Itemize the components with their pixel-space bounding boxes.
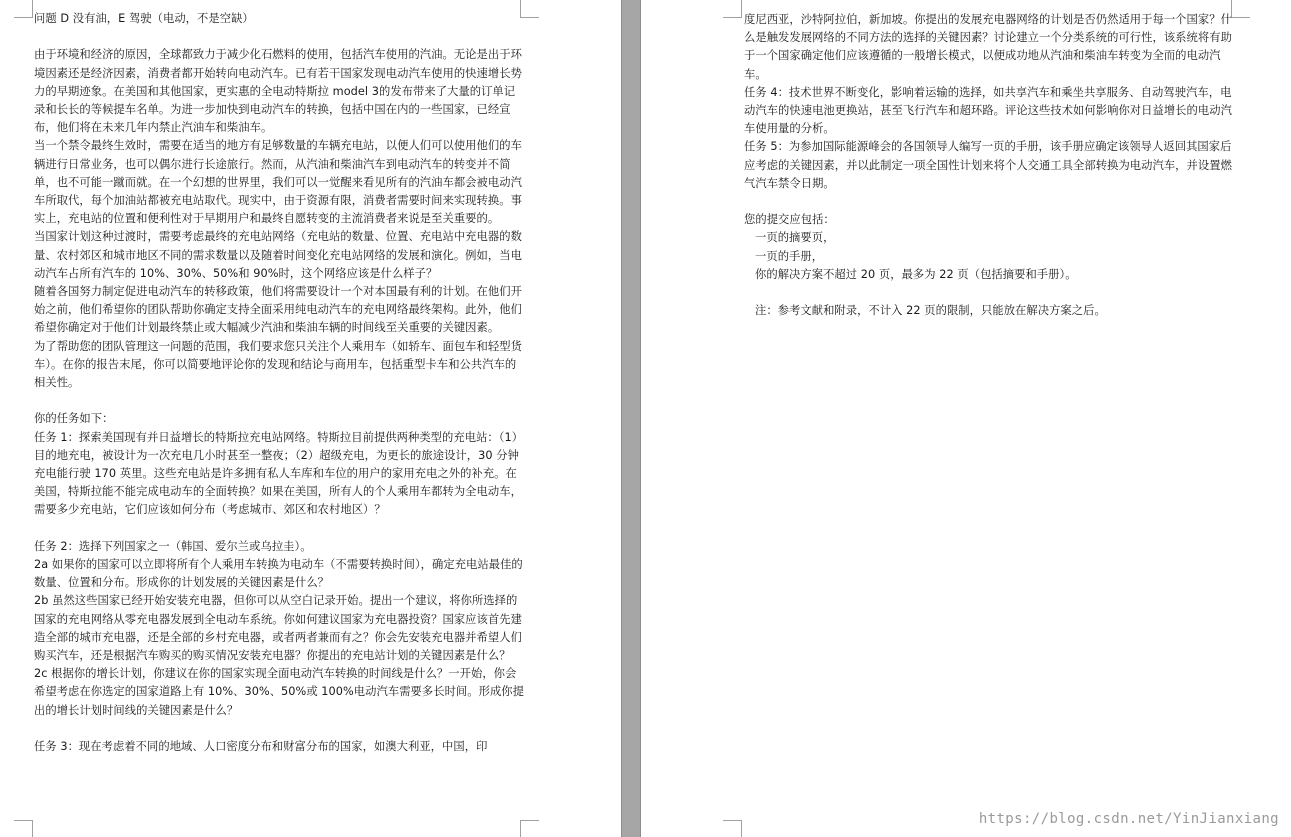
submission-item: 你的解决方案不超过 20 页，最多为 22 页（包括摘要和手册）。 [755, 267, 1077, 281]
task-2c: 2c 根据你的增长计划，你建议在你的国家实现全面电动汽车转换的时间线是什么？一开始，你会希望考虑在你选定的国家道路上有 10%、30%、50%或 100%电动汽车需要多长时间。形成你提出的增长计划时间线的关键因素是什么？ [34, 667, 525, 717]
task-2b: 2b 虽然这些国家已经开始安装充电器，但你可以从空白记录开始。提出一个建议，将你所选择的国家的充电网络从零充电器发展到全电动车系统。你如何建议国家为充电器投资？国家应该首先建造全部的城市充电器，还是全部的乡村充电器，或者两者兼而有之？你会先安装充电器并希望人们购买汽车，还是根据汽车购买的购买情况安装充电器？你提出的充电站计划的关键因素是什么？ [34, 594, 522, 663]
document-page-right [641, 0, 1291, 837]
paragraph: 由于环境和经济的原因，全球都致力于减少化石燃料的使用，包括汽车使用的汽油。无论是出于环境因素还是经济因素，消费者都开始转向电动汽车。已有若干国家发现电动汽车使用的快速增长势力的早期迹象。在美国和其他国家，更实惠的全电动特斯拉 model 3的发布带来了大量的订单记录和长长的等候提车名单。为进一步加快到电动汽车的转换，包括中国在内的一些国家，已经宣布，他们将在未来几年内禁止汽油车和柴油车。 [34, 48, 522, 135]
page-corner-mark [14, 820, 33, 837]
task-3-continued: 度尼西亚，沙特阿拉伯，新加坡。你提出的发展充电器网络的计划是否仍然适用于每一个国家？什么是触发发展网络的不同方法的选择的关键因素？讨论建立一个分类系统的可行性，该系统将有助于一个国家确定他们应该遵循的一般增长模式，以便成功地从汽油和柴油车转变为全而的电动汽车。 [744, 13, 1232, 81]
submission-item: 一页的手册， [755, 249, 824, 263]
paragraph: 为了帮助您的团队管理这一问题的范围，我们要求您只关注个人乘用车（如轿车、面包车和轻型货车）。在你的报告末尾，你可以简要地评论你的发现和结论与商用车，包括重型卡车和公共汽车的相关性。 [34, 339, 522, 390]
task-4: 任务 4：技术世界不断变化，影响着运输的选择，如共享汽车和乘坐共享服务、自动驾驶汽车，电动汽车的快速电池更换站，甚至飞行汽车和超环路。评论这些技术如何影响你对日益增长的电动汽车使用量的分析。 [744, 85, 1232, 136]
page-gutter [621, 0, 641, 837]
paragraph: 随着各国努力制定促进电动汽车的转移政策，他们将需要设计一个对本国最有利的计划。在他们开始之前，他们希望你的团队帮助你确定支持全面采用纯电动汽车的充电网络最终架构。此外，他们希望你确定对于他们计划最终禁止或大幅减少汽油和柴油车辆的时间线至关重要的关键因素。 [34, 285, 522, 335]
page-corner-mark [723, 820, 742, 837]
right-page-text[interactable] [744, 11, 1239, 320]
task-3-start: 任务 3：现在考虑着不同的地域、人口密度分布和财富分布的国家，如澳大利亚，中国，印 [34, 740, 488, 754]
page-corner-mark [520, 820, 539, 837]
task-2: 任务 2：选择下列国家之一（韩国、爱尔兰或乌拉圭）。 [34, 539, 312, 553]
left-page-text[interactable] [34, 10, 524, 756]
gutter-edge [621, 0, 622, 837]
document-page-left [0, 0, 621, 837]
paragraph: 当一个禁令最终生效时，需要在适当的地方有足够数量的车辆充电站，以便人们可以使用他们的车辆进行日常业务，也可以偶尔进行长途旅行。然而，从汽油和柴油汽车到电动汽车的转变并不简单，也不可能一蹴而就。在一个幻想的世界里，我们可以一觉醒来看见所有的汽油车都会被电动汽车所取代，每个加油站都被充电站取代。现实中，由于资源有限，消费者需要时间来实现转换。事实上，充电站的位置和便利性对于早期用户和最终自愿转变的主流消费者来说是至关重要的。 [34, 139, 522, 226]
page-corner-mark [14, 0, 33, 18]
task-2a: 2a 如果你的国家可以立即将所有个人乘用车转换为电动车（不需要转换时间），确定充电站最佳的数量、位置和分布。形成你的计划发展的关键因素是什么？ [34, 558, 523, 590]
paragraph: 当国家计划这种过渡时，需要考虑最终的充电站网络（充电站的数量、位置、充电站中充电器的数量、农村郊区和城市地区不同的需求数量以及随着时间变化充电站网络的发展和演化。例如，当电动汽车占所有汽车的 10%、30%、50%和 90%时，这个网络应该是什么样子？ [34, 230, 522, 280]
task-5: 任务 5：为参加国际能源峰会的各国领导人编写一页的手册，该手册应确定该领导人返回其国家后应考虑的关键因素，并以此制定一项全国性计划来将个人交通工具全部转换为电动汽车，并设置燃气汽车禁令日期。 [744, 140, 1232, 190]
page-corner-mark [723, 0, 742, 18]
watermark: https://blog.csdn.net/YinJianxiang [978, 811, 1279, 827]
problem-title: 问题 D 没有油，E 驾驶（电动，不是空缺） [34, 12, 254, 25]
tasks-heading: 你的任务如下： [34, 412, 114, 426]
note: 注：参考文献和附录，不计入 22 页的限制，只能放在解决方案之后。 [755, 304, 1106, 318]
submission-item: 一页的摘要页， [755, 231, 835, 245]
submission-heading: 您的提交应包括： [744, 213, 835, 227]
task-1: 任务 1：探索美国现有并日益增长的特斯拉充电站网络。特斯拉目前提供两种类型的充电站：（1）目的地充电，被设计为一次充电几小时甚至一整夜；（2）超级充电，为更长的旅途设计，30 分钟充电能行驶 170 英里。这些充电站是许多拥有私人车库和车位的用户的家用充电之外的补充。在美国，特斯拉能不能完成电动车的全面转换？如果在美国，所有人的个人乘用车都转为全电动车，需要多少充电站，它们应该如何分布（考虑城市、郊区和农村地区）？ [34, 430, 524, 517]
